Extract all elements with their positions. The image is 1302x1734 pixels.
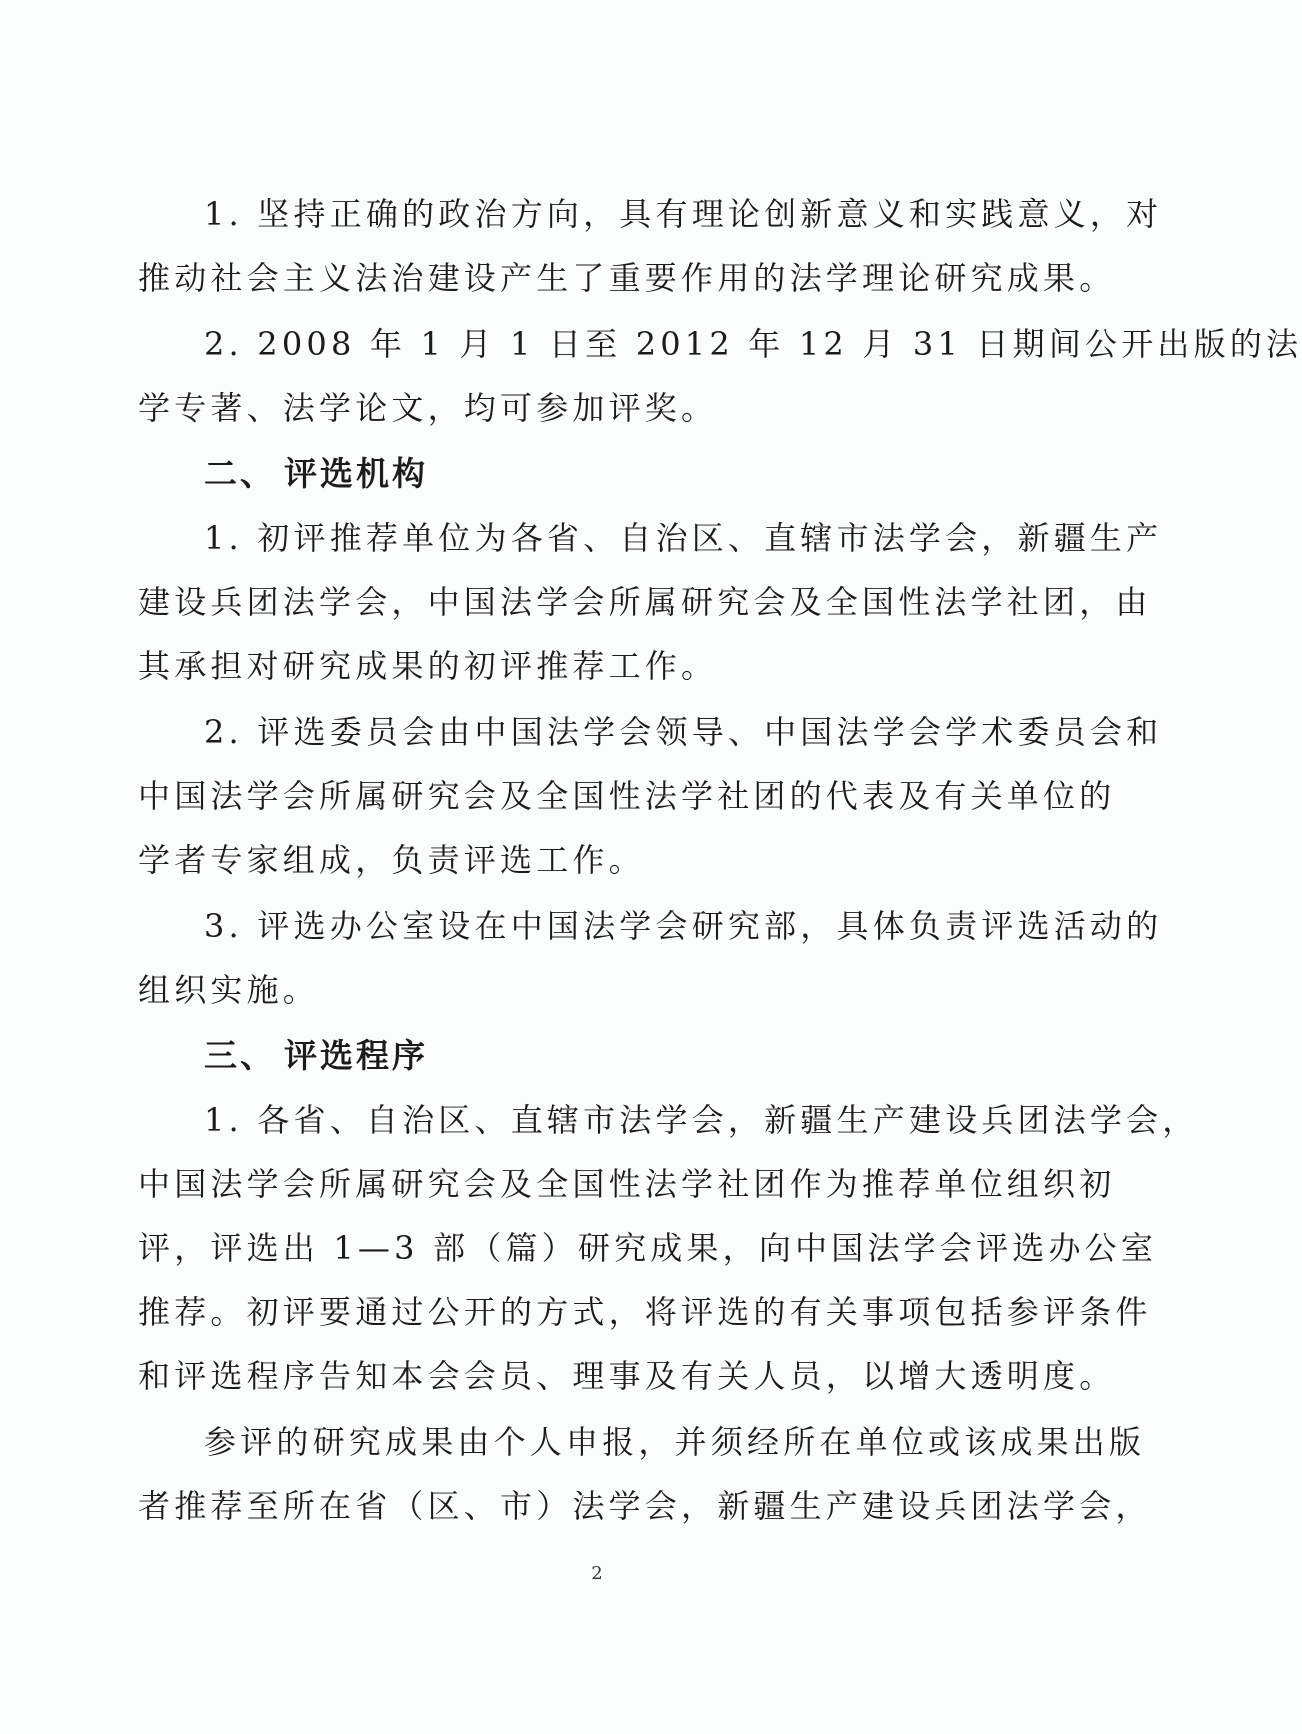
text-line: 推动社会主义法治建设产生了重要作用的法学理论研究成果。 [138, 259, 1116, 297]
text-line: 学专著、法学论文，均可参加评奖。 [138, 389, 718, 427]
paragraph [138, 506, 1163, 698]
text-line: 学者专家组成，负责评选工作。 [138, 841, 645, 879]
document-body [138, 182, 1302, 1540]
section-title: 评选机构 [284, 454, 428, 493]
section-heading [138, 1024, 1064, 1088]
text-line: 中国法学会所属研究会及全国性法学社团作为推荐单位组织初 [138, 1165, 1116, 1203]
text-line: 中国法学会所属研究会及全国性法学社团的代表及有关单位的 [138, 777, 1116, 815]
text-line: 2. 评选委员会由中国法学会领导、中国法学会学术委员会和 [204, 713, 1163, 751]
paragraph [138, 182, 1163, 310]
text-line: 参评的研究成果由个人申报，并须经所在单位或该成果出版 [204, 1423, 1146, 1461]
text-line: 1. 坚持正确的政治方向，具有理论创新意义和实践意义，对 [204, 195, 1163, 233]
text-line: 1. 各省、自治区、直辖市法学会，新疆生产建设兵团法学会， [204, 1101, 1199, 1139]
section-title: 评选程序 [284, 1036, 428, 1075]
section-number: 三、 [204, 1036, 276, 1075]
paragraph [138, 1088, 1199, 1408]
section-number: 二、 [204, 454, 276, 493]
paragraph [138, 312, 1302, 440]
text-line: 3. 评选办公室设在中国法学会研究部，具体负责评选活动的 [204, 907, 1163, 945]
text-line: 推荐。初评要通过公开的方式，将评选的有关事项包括参评条件 [138, 1293, 1152, 1331]
page-number: 2 [591, 1563, 603, 1584]
paragraph [138, 894, 1163, 1022]
paragraph [138, 1410, 1152, 1538]
text-line: 者推荐至所在省（区、市）法学会，新疆生产建设兵团法学会， [138, 1487, 1152, 1525]
text-line: 1. 初评推荐单位为各省、自治区、直辖市法学会，新疆生产 [204, 519, 1163, 557]
text-line: 组织实施。 [138, 971, 320, 1009]
section-heading [138, 442, 1064, 506]
paragraph [138, 700, 1163, 892]
text-line: 其承担对研究成果的初评推荐工作。 [138, 647, 718, 685]
text-line: 和评选程序告知本会会员、理事及有关人员，以增大透明度。 [138, 1357, 1116, 1395]
text-line: 评，评选出 1—3 部（篇）研究成果，向中国法学会评选办公室 [138, 1229, 1158, 1267]
text-line: 建设兵团法学会，中国法学会所属研究会及全国性法学社团，由 [138, 583, 1152, 621]
text-line: 2. 2008 年 1 月 1 日至 2012 年 12 月 31 日期间公开出版的法 [204, 325, 1302, 363]
